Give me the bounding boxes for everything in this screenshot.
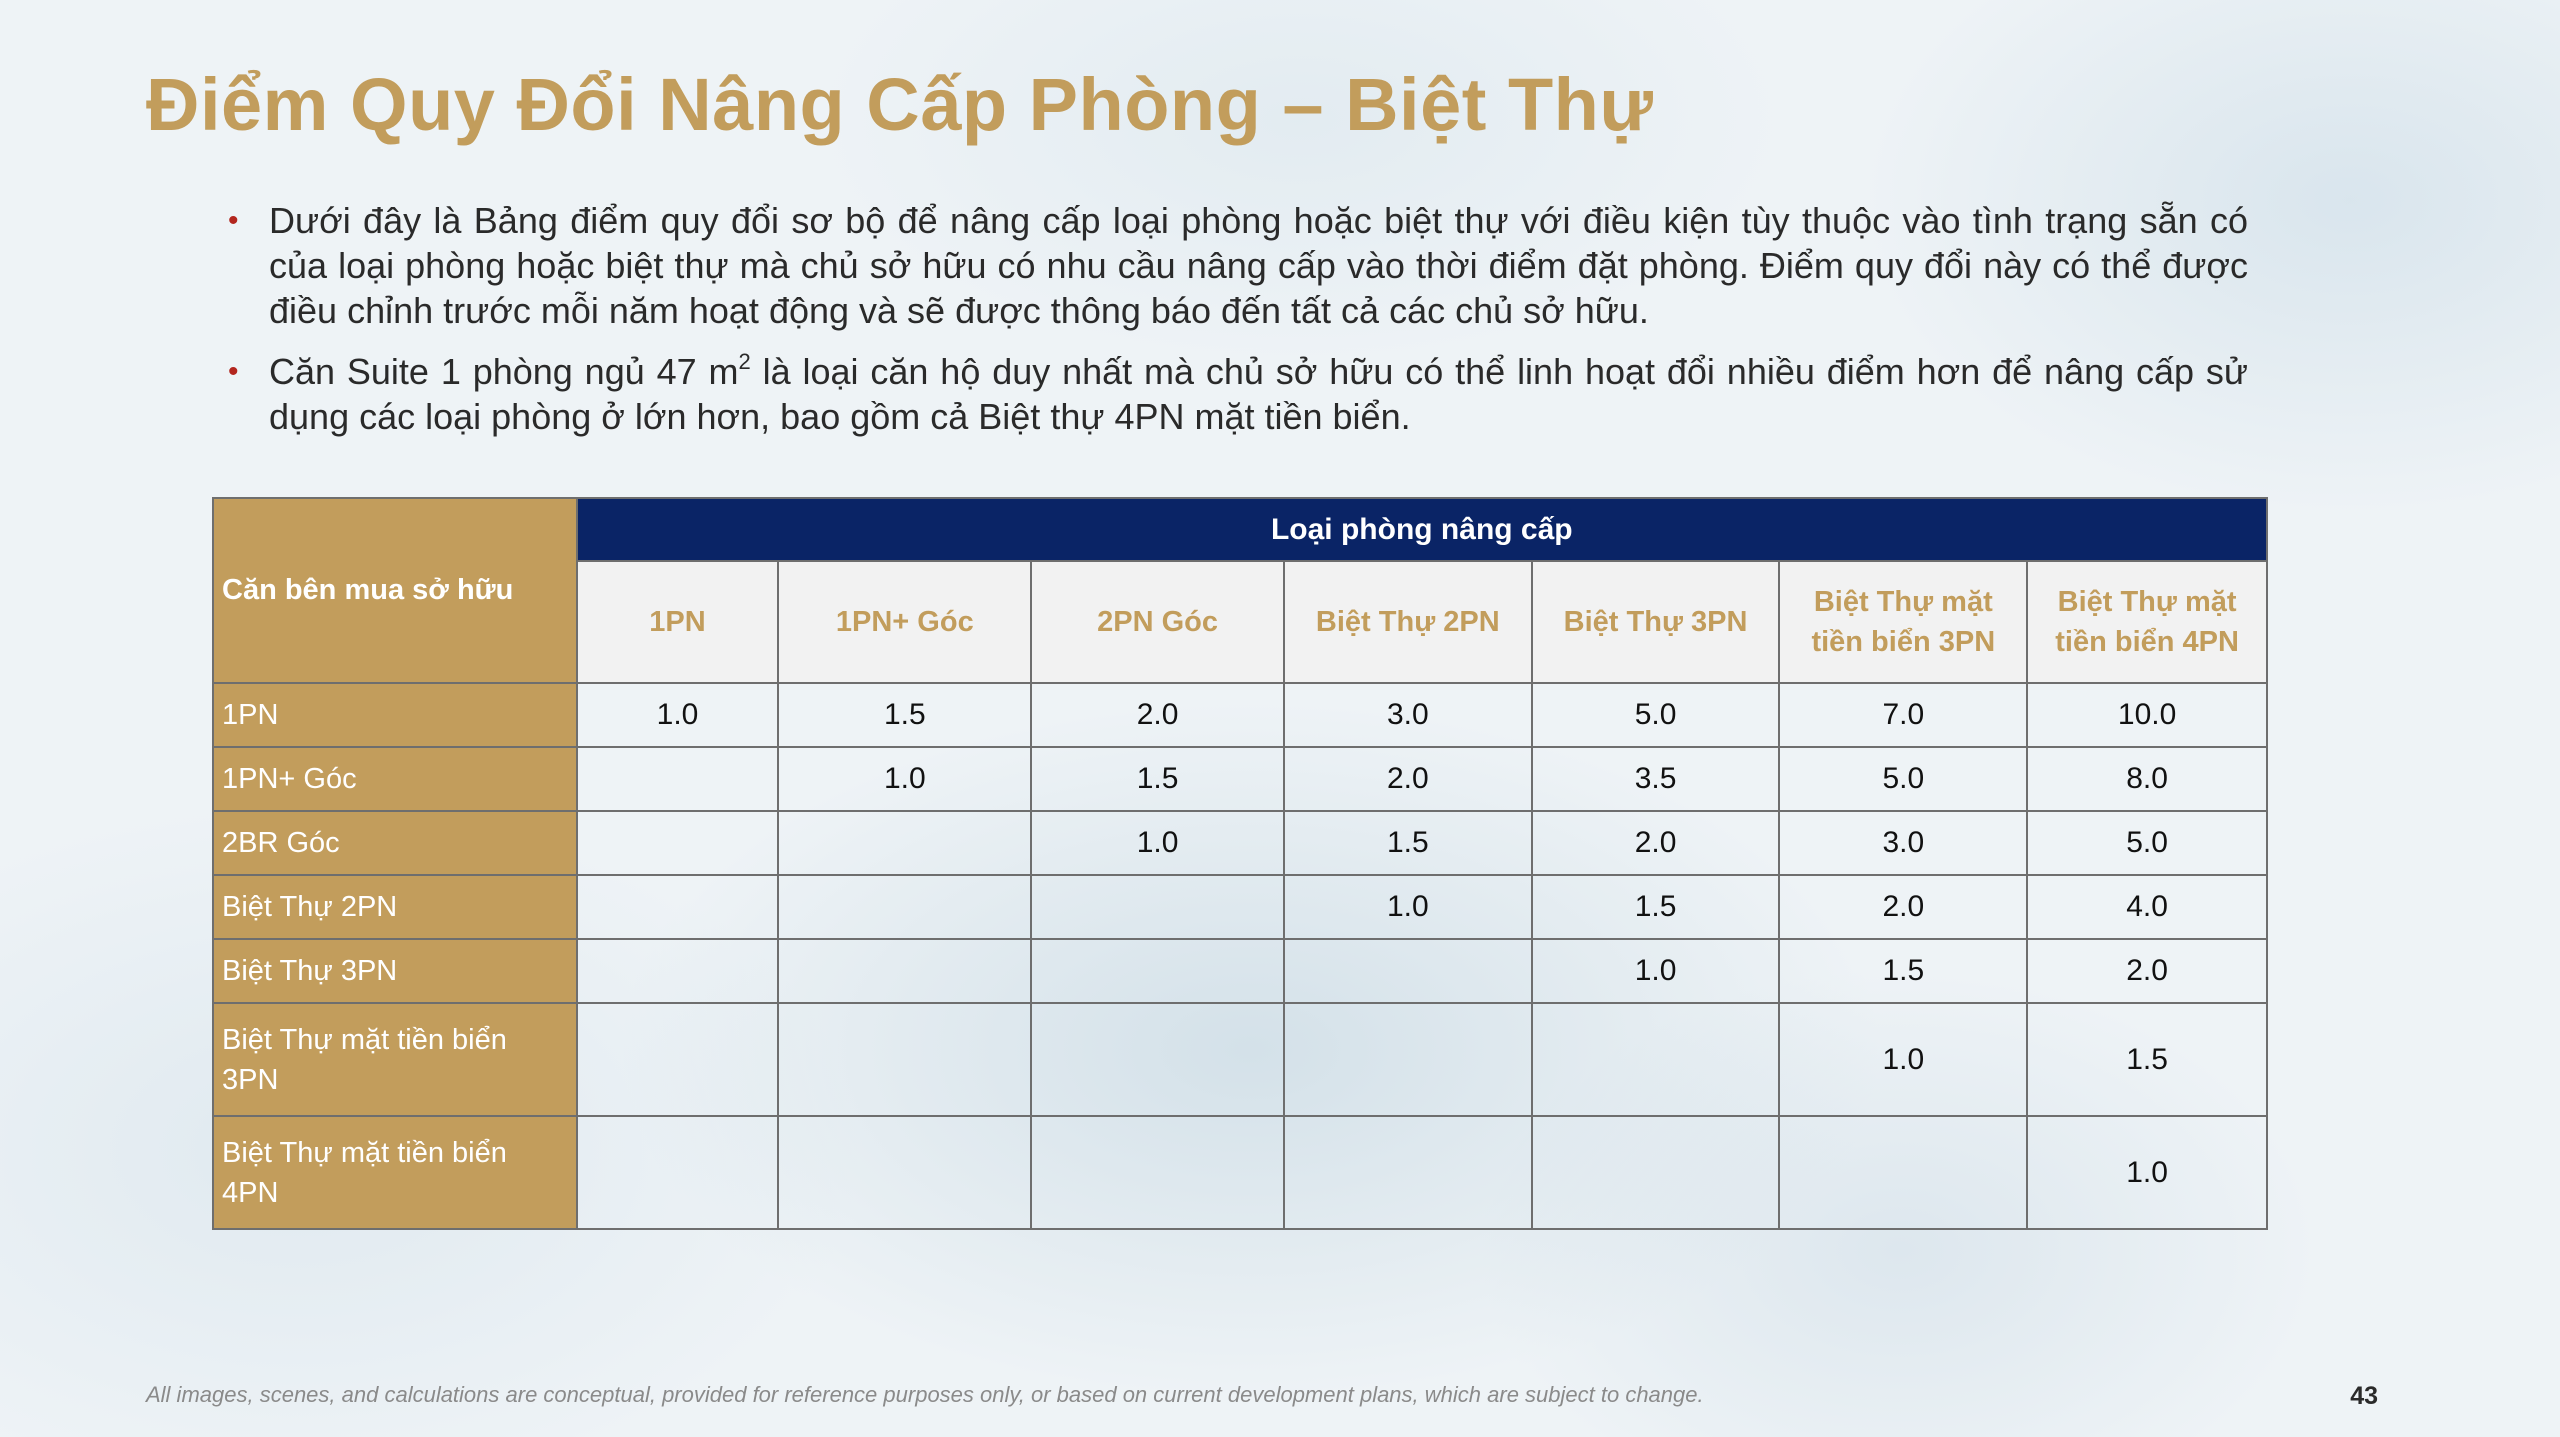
column-header: Biệt Thự 2PN <box>1284 561 1532 683</box>
bullet-item <box>228 349 2248 439</box>
row-header: Biệt Thự 3PN <box>213 939 577 1003</box>
bullet-text-start: Căn Suite 1 phòng ngủ 47 m <box>269 351 739 392</box>
table-cell <box>778 939 1031 1003</box>
table-cell <box>577 939 779 1003</box>
table-cell: 5.0 <box>1532 683 1780 747</box>
bullet-list <box>228 198 2248 455</box>
table-cell <box>778 811 1031 875</box>
table-cell: 2.0 <box>1284 747 1532 811</box>
table-body <box>213 683 2267 1229</box>
upgrade-group-header: Loại phòng nâng cấp <box>577 498 2267 561</box>
table-row <box>213 811 2267 875</box>
table-cell <box>1284 1003 1532 1116</box>
table-cell <box>1031 1116 1284 1229</box>
table-cell <box>1532 1116 1780 1229</box>
row-header: 2BR Góc <box>213 811 577 875</box>
superscript: 2 <box>738 349 751 374</box>
row-header: Biệt Thự mặt tiền biển 4PN <box>213 1116 577 1229</box>
bullet-text: Dưới đây là Bảng điểm quy đổi sơ bộ để nâng cấp loại phòng hoặc biệt thự với điều kiện tùy thuộc vào tình trạng sẵn có của loại phòng hoặc biệt thự mà chủ sở hữu có nhu cầu nâng cấp vào thời điểm đặt phòng. Điểm quy đổi này có thể được điều chỉnh trước mỗi năm hoạt động và sẽ được thông báo đến tất cả các chủ sở hữu. <box>269 200 2248 331</box>
table-cell <box>778 1003 1031 1116</box>
table-cell <box>1031 939 1284 1003</box>
table-cell: 1.0 <box>1779 1003 2027 1116</box>
table-cell: 1.5 <box>2027 1003 2267 1116</box>
bullet-dot-icon: • <box>228 355 239 388</box>
table-cell: 5.0 <box>2027 811 2267 875</box>
table-cell: 1.0 <box>778 747 1031 811</box>
table-cell <box>1031 1003 1284 1116</box>
table-cell: 1.0 <box>1031 811 1284 875</box>
disclaimer-text: All images, scenes, and calculations are conceptual, provided for reference purposes only, or based on current development plans, which are subject to change. <box>146 1382 1704 1407</box>
table-cell: 3.0 <box>1779 811 2027 875</box>
table-cell: 10.0 <box>2027 683 2267 747</box>
conversion-table <box>212 497 2268 1230</box>
column-header: 1PN <box>577 561 779 683</box>
table-row <box>213 1003 2267 1116</box>
table-cell: 1.0 <box>2027 1116 2267 1229</box>
column-header: Biệt Thự mặt tiền biển 3PN <box>1779 561 2027 683</box>
table-cell <box>778 1116 1031 1229</box>
table-cell <box>577 875 779 939</box>
row-header: Biệt Thự mặt tiền biển 3PN <box>213 1003 577 1116</box>
bullet-item <box>228 198 2248 333</box>
table-cell <box>577 1003 779 1116</box>
table-cell: 1.0 <box>577 683 779 747</box>
table-cell: 2.0 <box>2027 939 2267 1003</box>
table-cell <box>1779 1116 2027 1229</box>
table-cell: 1.5 <box>778 683 1031 747</box>
table-row <box>213 747 2267 811</box>
table-cell: 1.0 <box>1284 875 1532 939</box>
table-cell: 3.5 <box>1532 747 1780 811</box>
table-cell: 1.5 <box>1532 875 1780 939</box>
table-cell: 3.0 <box>1284 683 1532 747</box>
column-header: Biệt Thự 3PN <box>1532 561 1780 683</box>
table-cell: 2.0 <box>1031 683 1284 747</box>
table-cell <box>577 747 779 811</box>
table-cell <box>1284 939 1532 1003</box>
table-cell: 5.0 <box>1779 747 2027 811</box>
page-title: Điểm Quy Đổi Nâng Cấp Phòng – Biệt Thự <box>146 63 1654 146</box>
table-row <box>213 683 2267 747</box>
table-cell <box>778 875 1031 939</box>
table-cell: 1.5 <box>1779 939 2027 1003</box>
table-cell: 4.0 <box>2027 875 2267 939</box>
corner-header: Căn bên mua sở hữu <box>213 498 577 683</box>
table-cell <box>577 1116 779 1229</box>
table-cell: 2.0 <box>1779 875 2027 939</box>
row-header: 1PN <box>213 683 577 747</box>
table-cell: 1.0 <box>1532 939 1780 1003</box>
table-cell <box>577 811 779 875</box>
table-cell <box>1284 1116 1532 1229</box>
column-header: Biệt Thự mặt tiền biển 4PN <box>2027 561 2267 683</box>
bullet-text-end: là loại căn hộ duy nhất mà chủ sở hữu có thể linh hoạt đổi nhiều điểm hơn để nâng cấp sử dụng các loại phòng ở lớn hơn, bao gồm cả Biệt thự 4PN mặt tiền biển. <box>269 351 2248 437</box>
row-header: 1PN+ Góc <box>213 747 577 811</box>
table-cell: 8.0 <box>2027 747 2267 811</box>
column-header: 2PN Góc <box>1031 561 1284 683</box>
table-cell <box>1031 875 1284 939</box>
table-cell: 7.0 <box>1779 683 2027 747</box>
column-header: 1PN+ Góc <box>778 561 1031 683</box>
bullet-dot-icon: • <box>228 204 239 237</box>
table-cell: 1.5 <box>1284 811 1532 875</box>
row-header: Biệt Thự 2PN <box>213 875 577 939</box>
table-row <box>213 939 2267 1003</box>
table-row <box>213 1116 2267 1229</box>
table-cell: 1.5 <box>1031 747 1284 811</box>
table-cell: 2.0 <box>1532 811 1780 875</box>
table-row <box>213 875 2267 939</box>
table-cell <box>1532 1003 1780 1116</box>
page-number: 43 <box>2350 1382 2378 1410</box>
table-header <box>213 498 2267 683</box>
